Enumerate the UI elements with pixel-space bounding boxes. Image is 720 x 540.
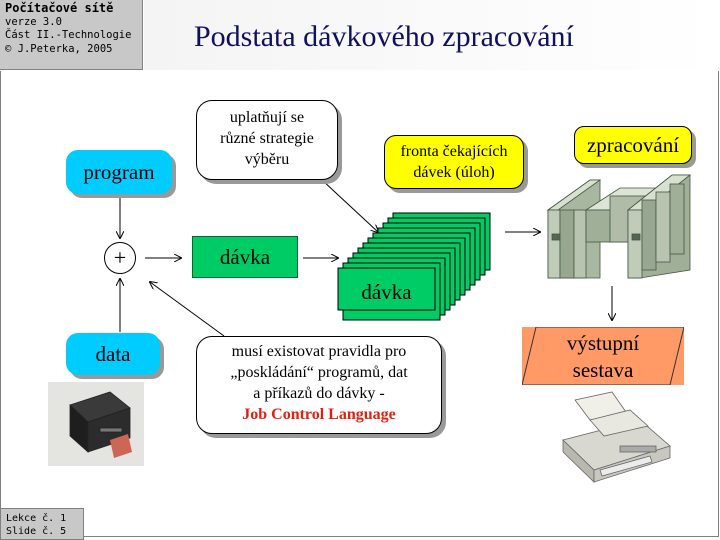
data-label: data <box>95 341 131 366</box>
rules-line-1: musí existovat pravidla pro <box>231 343 407 360</box>
queue-line-1: fronta čekajících <box>400 143 508 160</box>
rules-callout <box>196 336 442 434</box>
slide-title: Podstata dávkového zpracování <box>194 20 574 53</box>
slide-number: Slide č. 5 <box>6 526 67 537</box>
combine-symbol: + <box>104 242 136 274</box>
lesson-number: Lekce č. 1 <box>6 513 67 524</box>
rules-line-3: a příkazů do dávky - <box>253 385 385 402</box>
strategy-line-3: výběru <box>244 151 290 168</box>
batch-stack-label: dávka <box>361 280 412 304</box>
processing-label: zpracování <box>574 126 692 164</box>
part-text: Část II.-Technologie <box>5 29 132 41</box>
output-line-2: sestava <box>572 358 634 382</box>
version-text: verze 3.0 <box>5 15 62 28</box>
queue-line-2: dávek (úloh) <box>413 164 495 181</box>
strategy-line-2: různé strategie <box>220 130 314 147</box>
output-line-1: výstupní <box>566 331 640 355</box>
copyright-text: © J.Peterka, 2005 <box>5 42 113 55</box>
jcl-text: Job Control Language <box>242 406 396 423</box>
batch-label: dávka <box>219 244 271 269</box>
rules-line-2: „poskládání“ programů, dat <box>230 364 408 381</box>
slide-info-box <box>0 508 84 540</box>
strategy-line-1: uplatňují se <box>229 109 305 126</box>
program-label: program <box>83 159 155 184</box>
course-name: Počítačové sítě <box>5 1 114 15</box>
